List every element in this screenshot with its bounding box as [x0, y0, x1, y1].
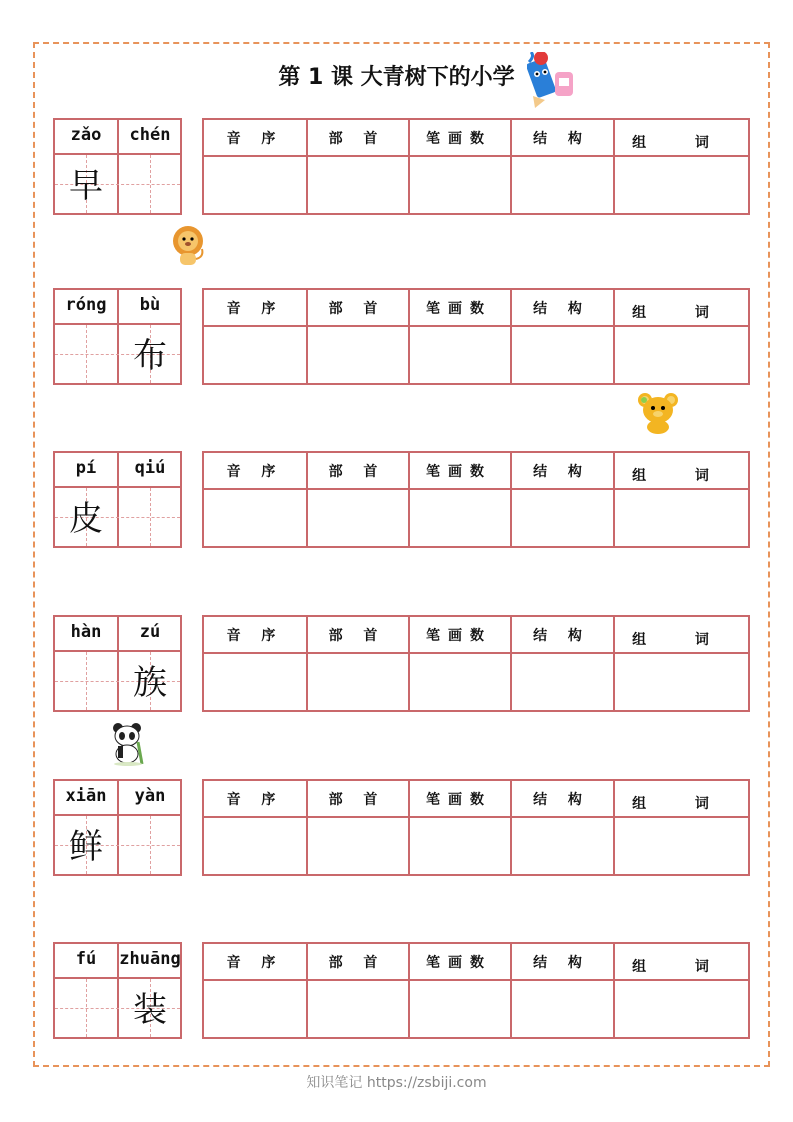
info-table	[202, 942, 750, 1039]
header-label: 笔画数	[426, 301, 492, 317]
pinyin-2: chén	[129, 125, 171, 145]
header-label: 结 构	[533, 955, 590, 971]
header-label: 结 构	[533, 464, 590, 480]
page-title: 第 1 课 大青树下的小学	[278, 65, 515, 90]
header-label: 部 首	[328, 628, 386, 644]
tianzige-grid	[53, 118, 182, 215]
pinyin-1: hàn	[70, 622, 102, 642]
header-label: 结 构	[533, 301, 590, 317]
pinyin-2: bù	[139, 295, 161, 315]
tianzige-grid	[53, 942, 182, 1039]
bear-icon	[636, 392, 680, 434]
word-row	[0, 942, 793, 1040]
word-row	[0, 288, 793, 386]
header-label: 笔画数	[426, 131, 492, 147]
info-table	[202, 118, 750, 215]
hanzi-2: 族	[133, 663, 167, 703]
header-label: 结 构	[533, 628, 590, 644]
tianzige-grid	[53, 451, 182, 548]
header-label: 结 构	[533, 792, 590, 808]
pinyin-2: zhuāng	[119, 949, 181, 969]
tianzige-grid	[53, 288, 182, 385]
header-label: 音 序	[226, 792, 284, 808]
pinyin-1: pí	[75, 458, 97, 478]
header-label: 音 序	[226, 628, 284, 644]
header-label: 音 序	[226, 464, 284, 480]
header-label: 部 首	[328, 131, 386, 147]
footer-watermark: 知识笔记 https://zsbiji.com	[306, 1075, 487, 1091]
header-label: 部 首	[328, 301, 386, 317]
info-table	[202, 451, 750, 548]
pencil-mascot-icon	[527, 52, 581, 108]
header-label: 部 首	[328, 955, 386, 971]
header-label: 组 词	[632, 305, 731, 321]
pinyin-2: zú	[139, 622, 161, 642]
hanzi-2: 布	[133, 336, 167, 376]
hanzi-1: 鲜	[69, 827, 103, 867]
pinyin-2: qiú	[134, 458, 166, 478]
info-table	[202, 615, 750, 712]
header-label: 组 词	[632, 468, 731, 484]
word-row	[0, 779, 793, 877]
header-label: 组 词	[632, 135, 731, 151]
pinyin-1: róng	[65, 295, 107, 315]
tianzige-grid	[53, 615, 182, 712]
header-label: 音 序	[226, 131, 284, 147]
header-label: 笔画数	[426, 464, 492, 480]
pinyin-1: fú	[75, 949, 97, 969]
word-row	[0, 451, 793, 549]
header-label: 音 序	[226, 955, 284, 971]
hanzi-2: 装	[133, 990, 167, 1030]
header-label: 笔画数	[426, 628, 492, 644]
hanzi-1: 早	[69, 166, 103, 206]
lion-icon	[170, 225, 206, 267]
header-label: 组 词	[632, 796, 731, 812]
pinyin-1: zǎo	[70, 125, 102, 145]
word-row	[0, 615, 793, 713]
info-table	[202, 288, 750, 385]
info-table	[202, 779, 750, 876]
header-label: 部 首	[328, 464, 386, 480]
header-label: 笔画数	[426, 792, 492, 808]
pinyin-2: yàn	[134, 786, 166, 806]
header-label: 音 序	[226, 301, 284, 317]
header-label: 笔画数	[426, 955, 492, 971]
word-row	[0, 118, 793, 216]
header-label: 组 词	[632, 632, 731, 648]
hanzi-1: 皮	[69, 499, 103, 539]
tianzige-grid	[53, 779, 182, 876]
header-label: 结 构	[533, 131, 590, 147]
header-label: 组 词	[632, 959, 731, 975]
pinyin-1: xiān	[65, 786, 107, 806]
header-label: 部 首	[328, 792, 386, 808]
panda-icon	[108, 722, 148, 766]
